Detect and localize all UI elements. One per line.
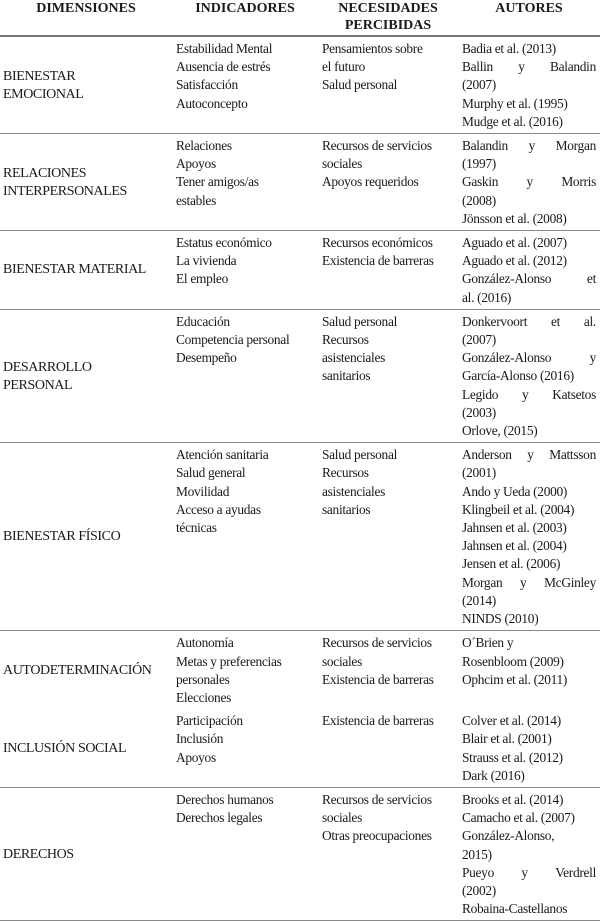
indicadores-cell-line: Salud general xyxy=(176,465,246,481)
autores-cell-line xyxy=(462,386,596,404)
author-word: Katsetos xyxy=(552,386,596,402)
author-word: et xyxy=(550,313,561,329)
indicadores-cell-line: Acceso a ayudas xyxy=(176,501,261,517)
autores-cell-line: Brooks et al. (2014) xyxy=(462,791,564,807)
author-word: Balandin xyxy=(462,138,508,154)
indicadores-cell xyxy=(172,631,318,709)
author-word: y xyxy=(527,447,534,463)
autores-cell xyxy=(458,134,600,231)
autores-cell-line: Ophcim et al. (2011) xyxy=(462,671,568,687)
author-word: Morgan xyxy=(462,574,503,590)
dimension-name-line: BIENESTAR FÍSICO xyxy=(3,529,121,545)
indicadores-cell xyxy=(172,309,318,442)
dimension-name xyxy=(0,709,172,787)
necesidades-cell-line: Recursos de servicios xyxy=(322,635,432,651)
autores-cell-line: (2001) xyxy=(462,465,496,481)
necesidades-cell-line: Recursos xyxy=(322,465,369,481)
dimension-name xyxy=(0,631,172,709)
indicadores-cell-line: Inclusión xyxy=(176,731,224,747)
indicadores-cell-line: Apoyos xyxy=(176,156,216,172)
dimension-name-line: BIENESTAR xyxy=(3,68,76,84)
autores-cell-line: (2003) xyxy=(462,404,496,420)
autores-cell-line xyxy=(462,270,596,288)
necesidades-cell-line: Pensamientos sobre xyxy=(322,41,423,56)
necesidades-cell-line: Existencia de barreras xyxy=(322,671,434,687)
autores-cell-line: (2007) xyxy=(462,332,496,348)
indicadores-cell-line: Estabilidad Mental xyxy=(176,41,273,56)
autores-cell xyxy=(458,631,600,709)
necesidades-cell-line: sociales xyxy=(322,653,362,669)
table-row xyxy=(0,36,600,134)
autores-cell-line xyxy=(462,349,596,367)
necesidades-cell xyxy=(318,709,458,787)
autores-cell-line: (2002) xyxy=(462,882,496,898)
indicadores-cell-line: Educación xyxy=(176,313,230,329)
autores-cell-line xyxy=(462,58,596,76)
indicadores-cell xyxy=(172,36,318,134)
necesidades-cell xyxy=(318,443,458,631)
indicadores-cell-line: Elecciones xyxy=(176,689,231,705)
dimension-name xyxy=(0,36,172,134)
author-word: Gaskin xyxy=(462,174,499,190)
author-word: McGinley xyxy=(544,574,596,590)
autores-cell-line: Jahnsen et al. (2003) xyxy=(462,520,567,536)
necesidades-cell-line: Salud personal xyxy=(322,313,398,329)
dimension-name-line: INCLUSIÓN SOCIAL xyxy=(3,740,127,756)
autores-cell-line xyxy=(462,313,596,331)
indicadores-cell xyxy=(172,134,318,231)
autores-cell xyxy=(458,787,600,920)
table-row xyxy=(0,443,600,631)
dimension-name-line: INTERPERSONALES xyxy=(3,183,127,199)
author-word: y xyxy=(526,174,533,190)
necesidades-cell-line: Salud personal xyxy=(322,77,398,93)
dimension-name xyxy=(0,309,172,442)
autores-cell-line: Aguado et al. (2007) xyxy=(462,235,567,251)
autores-cell-line: (1997) xyxy=(462,156,496,172)
necesidades-cell-line: sociales xyxy=(322,810,362,826)
indicadores-cell-line: Relaciones xyxy=(176,138,232,154)
autores-cell-line: Colver et al. (2014) xyxy=(462,713,561,729)
dimension-name-line: DESARROLLO xyxy=(3,359,92,375)
author-word: González-Alonso xyxy=(462,350,552,366)
autores-cell-line: Badia et al. (2013) xyxy=(462,41,556,56)
indicadores-cell-line: Metas y preferencias xyxy=(176,653,282,669)
author-word: Verdrell xyxy=(555,864,596,880)
autores-cell-line: Dark (2016) xyxy=(462,767,525,783)
dimension-name xyxy=(0,134,172,231)
autores-cell-line: Ando y Ueda (2000) xyxy=(462,483,568,499)
autores-cell-line: González-Alonso, xyxy=(462,828,555,844)
author-word: Pueyo xyxy=(462,864,494,880)
indicadores-cell-line: Derechos legales xyxy=(176,810,263,826)
dimension-name-line: AUTODETERMINACIÓN xyxy=(3,662,152,678)
header-necesidades xyxy=(318,0,458,36)
autores-cell xyxy=(458,231,600,310)
autores-cell-line: Mudge et al. (2016) xyxy=(462,113,563,129)
author-word: y xyxy=(528,138,535,154)
autores-cell-line: Jahnsen et al. (2004) xyxy=(462,538,567,554)
indicadores-cell-line: estables xyxy=(176,192,216,208)
autores-cell-line: Klingbeil et al. (2004) xyxy=(462,501,575,517)
author-word: al. xyxy=(583,313,596,329)
necesidades-cell xyxy=(318,309,458,442)
indicadores-cell xyxy=(172,709,318,787)
indicadores-cell-line: La vivienda xyxy=(176,253,237,269)
indicadores-cell xyxy=(172,231,318,310)
indicadores-cell xyxy=(172,443,318,631)
necesidades-cell-line: Recursos económicos xyxy=(322,235,433,251)
necesidades-cell xyxy=(318,787,458,920)
autores-cell-line: Jensen et al. (2006) xyxy=(462,556,561,572)
necesidades-cell xyxy=(318,631,458,709)
autores-cell-line: Jönsson et al. (2008) xyxy=(462,210,567,226)
header-indicadores: INDICADORES xyxy=(172,0,318,36)
necesidades-cell-line: asistenciales xyxy=(322,350,386,366)
author-word: y xyxy=(518,59,525,75)
autores-cell xyxy=(458,443,600,631)
table-body xyxy=(0,36,600,921)
autores-cell-line: Murphy et al. (1995) xyxy=(462,95,568,111)
autores-cell-line xyxy=(462,137,596,155)
indicadores-cell-line: Estatus económico xyxy=(176,235,272,251)
dimension-name-line: DERECHOS xyxy=(3,846,74,862)
necesidades-cell-line: asistenciales xyxy=(322,483,386,499)
autores-cell xyxy=(458,36,600,134)
author-word: y xyxy=(520,574,527,590)
autores-cell-line: NINDS (2010) xyxy=(462,611,539,627)
autores-cell-line: Robaina-Castellanos xyxy=(462,901,568,917)
indicadores-cell-line: Apoyos xyxy=(176,749,216,765)
autores-cell-line: O´Brien y xyxy=(462,635,514,651)
necesidades-cell-line: Existencia de barreras xyxy=(322,253,434,269)
header-dimensiones: DIMENSIONES xyxy=(0,0,172,36)
author-word: Donkervoort xyxy=(462,313,528,329)
indicadores-cell-line: Autoconcepto xyxy=(176,95,248,111)
dimension-name-line: BIENESTAR MATERIAL xyxy=(3,262,146,278)
author-word: Ballin xyxy=(462,59,493,75)
autores-cell-line: al. (2016) xyxy=(462,289,512,305)
autores-cell-line: (2007) xyxy=(462,77,496,93)
autores-cell-line: Strauss et al. (2012) xyxy=(462,749,563,765)
necesidades-cell-line: Existencia de barreras xyxy=(322,713,434,729)
indicadores-cell-line: Competencia personal xyxy=(176,332,290,348)
autores-cell-line: 2015) xyxy=(462,846,492,862)
header-row xyxy=(0,0,600,36)
table-row xyxy=(0,231,600,310)
table-row xyxy=(0,631,600,709)
indicadores-cell-line: Atención sanitaria xyxy=(176,447,269,463)
header-necesidades-line2: PERCIBIDAS xyxy=(344,18,432,33)
autores-cell-line: Camacho et al. (2007) xyxy=(462,810,575,826)
author-word: y xyxy=(589,350,596,366)
necesidades-cell-line: Recursos de servicios xyxy=(322,138,432,154)
autores-cell-line: Rosenbloom (2009) xyxy=(462,653,564,669)
dimension-name xyxy=(0,787,172,920)
autores-cell-line: (2008) xyxy=(462,192,496,208)
necesidades-cell-line: Otras preocupaciones xyxy=(322,828,432,844)
dimension-name-line: EMOCIONAL xyxy=(3,86,84,102)
autores-cell-line xyxy=(462,446,596,464)
header-autores: AUTORES xyxy=(458,0,600,36)
indicadores-cell-line: El empleo xyxy=(176,271,228,287)
author-word: et xyxy=(586,271,596,287)
dimension-name xyxy=(0,443,172,631)
autores-cell-line: Orlove, (2015) xyxy=(462,423,538,439)
table-row xyxy=(0,309,600,442)
autores-cell-line: García-Alonso (2016) xyxy=(462,368,574,384)
autores-cell xyxy=(458,709,600,787)
header-necesidades-line1: NECESIDADES xyxy=(338,1,438,16)
table-row xyxy=(0,709,600,787)
indicadores-cell-line: técnicas xyxy=(176,520,217,536)
author-word: Morgan xyxy=(555,138,596,154)
autores-cell-line: Blair et al. (2001) xyxy=(462,731,552,747)
autores-cell-line: (2014) xyxy=(462,592,496,608)
necesidades-cell-line: sanitarios xyxy=(322,501,371,517)
author-word: y xyxy=(521,864,528,880)
indicadores-cell-line: Satisfacción xyxy=(176,77,238,93)
table-row xyxy=(0,787,600,920)
necesidades-cell-line: Salud personal xyxy=(322,447,398,463)
necesidades-cell xyxy=(318,36,458,134)
indicadores-cell-line: Tener amigos/as xyxy=(176,174,259,190)
necesidades-cell xyxy=(318,134,458,231)
necesidades-cell xyxy=(318,231,458,310)
author-word: y xyxy=(522,386,529,402)
indicadores-cell-line: Ausencia de estrés xyxy=(176,59,271,75)
necesidades-cell-line: Recursos de servicios xyxy=(322,791,432,807)
indicadores-cell xyxy=(172,787,318,920)
indicadores-cell-line: Movilidad xyxy=(176,483,230,499)
indicadores-cell-line: Autonomía xyxy=(176,635,234,651)
author-word: Mattsson xyxy=(549,447,596,463)
necesidades-cell-line: sanitarios xyxy=(322,368,371,384)
autores-cell xyxy=(458,309,600,442)
dimension-name-line: RELACIONES xyxy=(3,165,87,181)
author-word: González-Alonso xyxy=(462,271,552,287)
author-word: Balandin xyxy=(550,59,596,75)
table-row xyxy=(0,134,600,231)
autores-cell-line xyxy=(462,864,596,882)
dimension-name xyxy=(0,231,172,310)
necesidades-cell-line: Recursos xyxy=(322,332,369,348)
autores-cell-line xyxy=(462,574,596,592)
table-header xyxy=(0,0,600,36)
author-word: Morris xyxy=(561,174,596,190)
necesidades-cell-line: sociales xyxy=(322,156,362,172)
indicadores-cell-line: Derechos humanos xyxy=(176,791,274,807)
author-word: Anderson xyxy=(462,447,512,463)
indicadores-cell-line: Participación xyxy=(176,713,243,729)
indicadores-cell-line: personales xyxy=(176,671,230,687)
autores-cell-line: Aguado et al. (2012) xyxy=(462,253,567,269)
necesidades-cell-line: el futuro xyxy=(322,59,366,75)
indicadores-cell-line: Desempeño xyxy=(176,350,237,366)
dimension-name-line: PERSONAL xyxy=(3,377,73,393)
necesidades-cell-line: Apoyos requeridos xyxy=(322,174,419,190)
autores-cell-line xyxy=(462,173,596,191)
author-word: Legido xyxy=(462,386,499,402)
